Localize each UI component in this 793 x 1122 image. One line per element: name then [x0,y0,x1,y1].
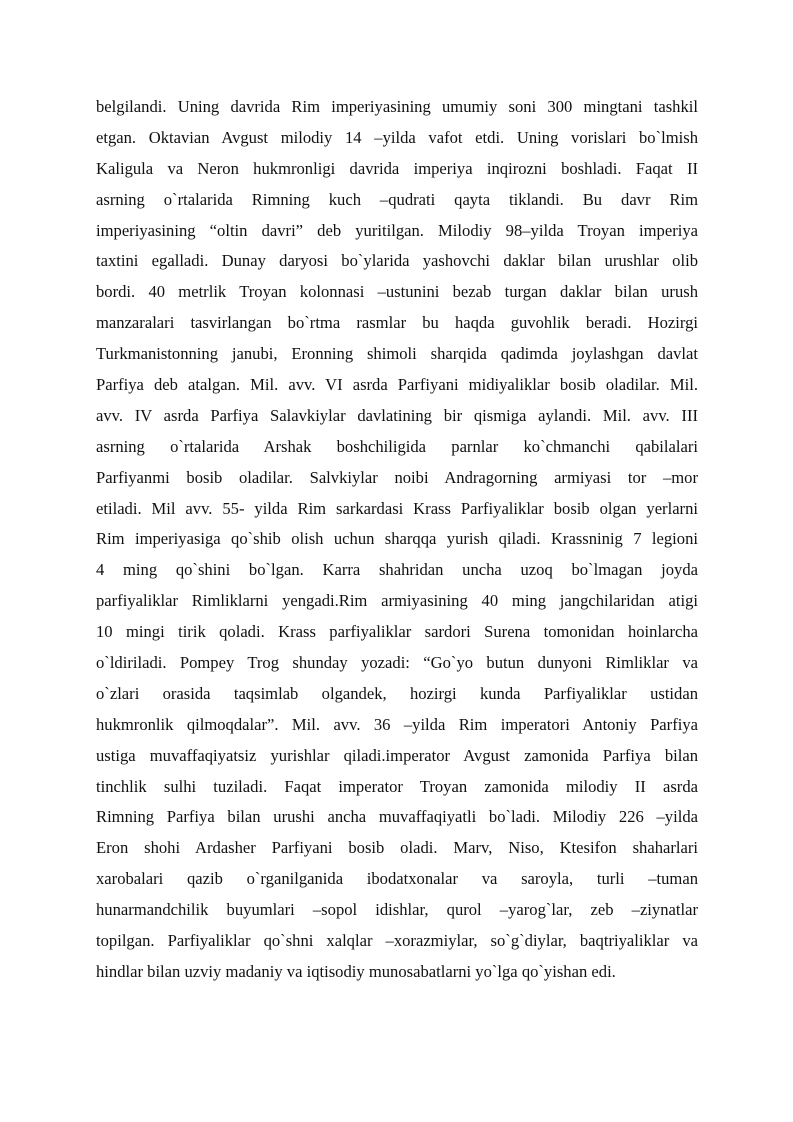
text-line: Parfiya deb atalgan. Mil. avv. VI asrda Parfiyani midiyaliklar bosib oladilar. Mil. [96,375,698,395]
text-line: o`ldiriladi. Pompey Trog shunday yozadi: “Go`yo butun dunyoni Rimliklar va [96,653,698,673]
text-line: asrning o`rtalarida Rimning kuch –qudrati qayta tiklandi. Bu davr Rim [96,189,698,209]
text-line: Kaligula va Neron hukmronligi davrida imperiya inqirozni boshladi. Faqat II [96,158,698,178]
text-line: Rimning Parfiya bilan urushi ancha muvaffaqiyatli bo`ladi. Milodiy 226 –yilda [96,807,698,827]
text-line: hunarmandchilik buyumlari –sopol idishlar, qurol –yarog`lar, zeb –ziynatlar [96,900,698,920]
text-line: bordi. 40 metrlik Troyan kolonnasi –ustunini bezab turgan daklar bilan urush [96,282,698,302]
body-paragraph [96,92,698,988]
text-line: Rim imperiyasiga qo`shib olish uchun sharqqa yurish qiladi. Krassninig 7 legioni [96,529,698,549]
text-line: tinchlik sulhi tuziladi. Faqat imperator Troyan zamonida milodiy II asrda [96,776,698,796]
text-line: taxtini egalladi. Dunay daryosi bo`ylarida yashovchi daklar bilan urushlar olib [96,251,698,271]
text-line: belgilandi. Uning davrida Rim imperiyasining umumiy soni 300 mingtani tashkil [96,97,698,116]
text-line: ustiga muvaffaqiyatsiz yurishlar qiladi.imperator Avgust zamonida Parfiya bilan [96,745,698,765]
text-line: avv. IV asrda Parfiya Salavkiylar davlatining bir qismiga aylandi. Mil. avv. III [96,405,698,425]
text-line: 4 ming qo`shini bo`lgan. Karra shahridan uncha uzoq bo`lmagan joyda [96,560,698,580]
text-line: o`zlari orasida taqsimlab olgandek, hozirgi kunda Parfiyaliklar ustidan [96,683,698,703]
text-line: asrning o`rtalarida Arshak boshchiligida parnlar ko`chmanchi qabilalari [96,436,698,456]
text-line: etiladi. Mil avv. 55- yilda Rim sarkardasi Krass Parfiyaliklar bosib olgan yerlarni [96,498,698,518]
text-line: topilgan. Parfiyaliklar qo`shni xalqlar –xorazmiylar, so`g`diylar, baqtriyaliklar va [96,931,698,951]
text-line-last: hindlar bilan uzviy madaniy va iqtisodiy munosabatlarni yo`lga qo`yishan edi. [96,961,616,981]
text-line: hukmronlik qilmoqdalar”. Mil. avv. 36 –yilda Rim imperatori Antoniy Parfiya [96,714,698,734]
text-line: parfiyaliklar Rimliklarni yengadi.Rim armiyasining 40 ming jangchilaridan atigi [96,591,698,611]
text-line: 10 mingi tirik qoladi. Krass parfiyaliklar sardori Surena tomonidan hoinlarcha [96,622,698,642]
text-line: imperiyasining “oltin davri” deb yuritilgan. Milodiy 98–yilda Troyan imperiya [96,220,698,240]
text-line: etgan. Oktavian Avgust milodiy 14 –yilda vafot etdi. Uning vorislari bo`lmish [96,127,698,147]
text-line: manzaralari tasvirlangan bo`rtma rasmlar bu haqda guvohlik beradi. Hozirgi [96,313,698,333]
text-line: Parfiyanmi bosib oladilar. Salvkiylar noibi Andragorning armiyasi tor –mor [96,467,698,487]
text-line: Turkmanistonning janubi, Eronning shimoli sharqida qadimda joylashgan davlat [96,344,698,364]
text-line: Eron shohi Ardasher Parfiyani bosib oladi. Marv, Niso, Ktesifon shaharlari [96,838,698,858]
text-line: xarobalari qazib o`rganilganida ibodatxonalar va saroyla, turli –tuman [96,869,698,889]
